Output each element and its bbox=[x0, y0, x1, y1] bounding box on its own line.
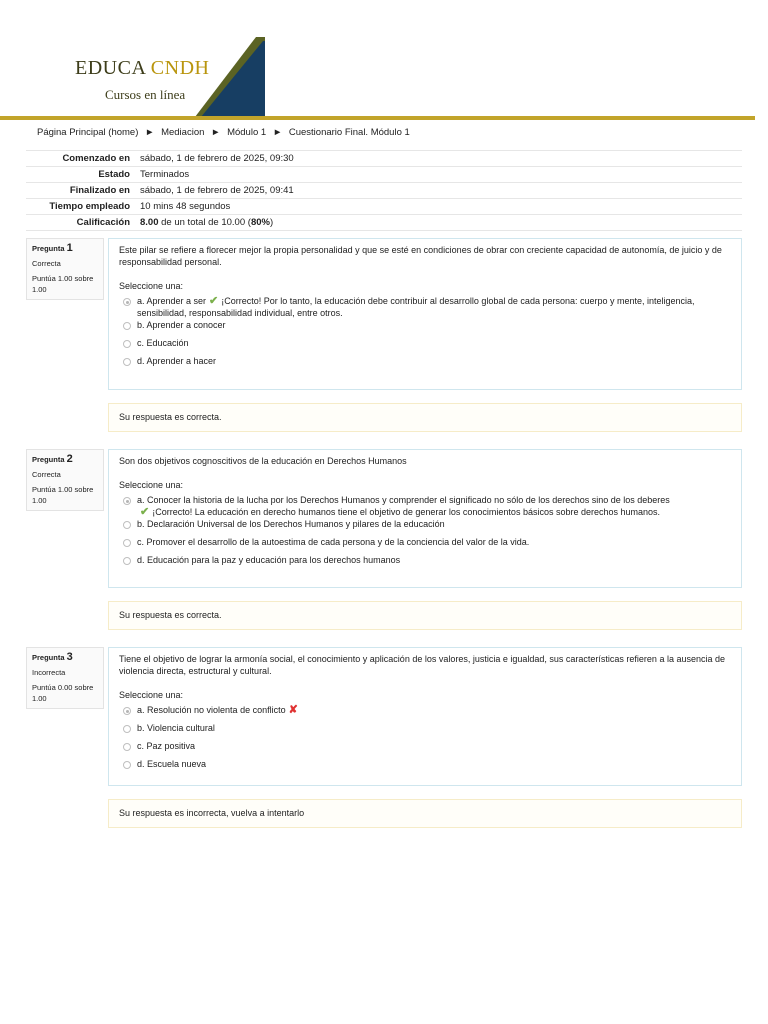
radio-button[interactable] bbox=[123, 521, 131, 529]
incorrect-cross-icon: ✘ bbox=[288, 704, 298, 716]
logo-tagline: Cursos en línea bbox=[105, 87, 186, 102]
question-state: Incorrecta bbox=[32, 668, 66, 677]
question-number: Pregunta 2 bbox=[32, 453, 73, 465]
question-result: Su respuesta es correcta. bbox=[108, 601, 742, 630]
question-info bbox=[26, 449, 104, 511]
summary-row-started bbox=[26, 151, 742, 167]
question-info bbox=[26, 238, 104, 300]
correct-check-icon: ✔ bbox=[209, 295, 219, 307]
breadcrumb bbox=[37, 127, 410, 138]
breadcrumb-separator: ► bbox=[211, 127, 221, 138]
breadcrumb-home[interactable]: Página Principal (home) bbox=[37, 127, 139, 138]
answer-label: a. Resolución no violenta de conflicto bbox=[137, 705, 286, 715]
logo-wordmark: EDUCA CNDH bbox=[75, 57, 210, 79]
radio-button[interactable] bbox=[123, 725, 131, 733]
answer-option[interactable] bbox=[119, 554, 731, 572]
radio-button-selected[interactable] bbox=[123, 497, 131, 505]
breadcrumb-quiz[interactable]: Cuestionario Final. Módulo 1 bbox=[288, 127, 410, 138]
radio-button[interactable] bbox=[123, 340, 131, 348]
answer-feedback: ¡Correcto! Por lo tanto, la educación debe contribuir al desarrollo global de cada persona: cuerpo y mente, inteligencia, sensibilidad, responsabilidad individual, entre otros. bbox=[137, 296, 695, 318]
radio-button[interactable] bbox=[123, 761, 131, 769]
answer-label: b. Aprender a conocer bbox=[137, 320, 226, 330]
answer-option[interactable] bbox=[119, 337, 731, 355]
answer-label: c. Paz positiva bbox=[137, 741, 196, 751]
question-number: Pregunta 1 bbox=[32, 242, 73, 254]
select-prompt: Seleccione una: bbox=[119, 690, 184, 700]
summary-label: Tiempo empleado bbox=[49, 201, 130, 212]
answer-label: d. Escuela nueva bbox=[137, 759, 207, 769]
radio-button-selected[interactable] bbox=[123, 298, 131, 306]
summary-value: 8.00 de un total de 10.00 (80%) bbox=[140, 217, 274, 228]
summary-label: Finalizado en bbox=[69, 185, 130, 196]
answer-label: c. Educación bbox=[137, 338, 189, 348]
summary-row-state bbox=[26, 167, 742, 183]
attempt-summary-table bbox=[26, 150, 742, 231]
answer-label: b. Violencia cultural bbox=[137, 723, 215, 733]
answer-label: c. Promover el desarrollo de la autoestima de cada persona y de la conciencia del valor de la vida. bbox=[137, 537, 530, 547]
answer-option[interactable] bbox=[119, 704, 731, 722]
answer-option[interactable] bbox=[119, 355, 731, 373]
answer-label: a. Aprender a ser bbox=[137, 296, 207, 306]
question-grade: Puntúa 0.00 sobre 1.00 bbox=[32, 683, 94, 703]
answer-feedback: ¡Correcto! La educación en derecho humanos tiene el objetivo de generar los conocimientos básicos sobre derechos humanos. bbox=[152, 507, 661, 517]
question-content bbox=[108, 449, 742, 588]
select-prompt: Seleccione una: bbox=[119, 480, 184, 490]
radio-button[interactable] bbox=[123, 743, 131, 751]
header-divider bbox=[0, 116, 755, 120]
answer-label: d. Educación para la paz y educación para los derechos humanos bbox=[137, 555, 401, 565]
answer-option[interactable] bbox=[119, 740, 731, 758]
answer-option[interactable] bbox=[119, 319, 731, 337]
answer-option[interactable] bbox=[119, 518, 731, 536]
question-state: Correcta bbox=[32, 470, 61, 479]
question-grade: Puntúa 1.00 sobre 1.00 bbox=[32, 485, 94, 505]
summary-row-finished bbox=[26, 183, 742, 199]
question-grade: Puntúa 1.00 sobre 1.00 bbox=[32, 274, 94, 294]
breadcrumb-separator: ► bbox=[272, 127, 283, 138]
summary-row-time bbox=[26, 199, 742, 215]
answer-option[interactable] bbox=[119, 536, 731, 554]
question-text: Tiene el objetivo de lograr la armonía social, el conocimiento y aplicación de los valores, justicia e igualdad, sus características refieren a la ausencia de violencia directa, estructural y cultural. bbox=[119, 654, 725, 676]
radio-button-selected[interactable] bbox=[123, 707, 131, 715]
breadcrumb-separator: ► bbox=[145, 127, 155, 138]
site-logo[interactable] bbox=[75, 37, 265, 117]
radio-button[interactable] bbox=[123, 557, 131, 565]
question-content bbox=[108, 647, 742, 786]
breadcrumb-module[interactable]: Módulo 1 bbox=[227, 127, 267, 138]
question-state: Correcta bbox=[32, 259, 61, 268]
summary-row-grade bbox=[26, 215, 742, 231]
correct-check-icon: ✔ bbox=[140, 506, 150, 518]
summary-value: sábado, 1 de febrero de 2025, 09:41 bbox=[140, 185, 294, 196]
answer-option[interactable] bbox=[119, 722, 731, 740]
question-number: Pregunta 3 bbox=[32, 651, 73, 663]
site-header bbox=[0, 0, 768, 122]
question-text: Son dos objetivos cognoscitivos de la educación en Derechos Humanos bbox=[119, 456, 407, 466]
summary-value: Terminados bbox=[140, 169, 190, 180]
summary-label: Comenzado en bbox=[62, 153, 130, 164]
question-content bbox=[108, 238, 742, 390]
answer-option[interactable] bbox=[119, 295, 731, 319]
answer-label: d. Aprender a hacer bbox=[137, 356, 217, 366]
question-result: Su respuesta es incorrecta, vuelva a intentarlo bbox=[108, 799, 742, 828]
summary-value: sábado, 1 de febrero de 2025, 09:30 bbox=[140, 153, 294, 164]
answer-option[interactable] bbox=[119, 494, 731, 518]
summary-label: Estado bbox=[98, 169, 130, 180]
radio-button[interactable] bbox=[123, 358, 131, 366]
summary-value: 10 mins 48 segundos bbox=[140, 201, 231, 212]
radio-button[interactable] bbox=[123, 539, 131, 547]
answer-option[interactable] bbox=[119, 758, 731, 776]
answer-label: a. Conocer la historia de la lucha por los Derechos Humanos y comprender el significado no sólo de los derechos sino de los deberes bbox=[137, 495, 670, 505]
breadcrumb-course[interactable]: Mediacion bbox=[161, 127, 205, 138]
question-text: Este pilar se refiere a florecer mejor la propia personalidad y que se esté en condiciones de obrar con creciente capacidad de autonomía, de juicio y de responsabilidad personal. bbox=[119, 245, 722, 267]
radio-button[interactable] bbox=[123, 322, 131, 330]
answer-label: b. Declaración Universal de los Derechos Humanos y pilares de la educación bbox=[137, 519, 445, 529]
question-info bbox=[26, 647, 104, 709]
question-result: Su respuesta es correcta. bbox=[108, 403, 742, 432]
summary-label: Calificación bbox=[76, 217, 130, 228]
select-prompt: Seleccione una: bbox=[119, 281, 184, 291]
